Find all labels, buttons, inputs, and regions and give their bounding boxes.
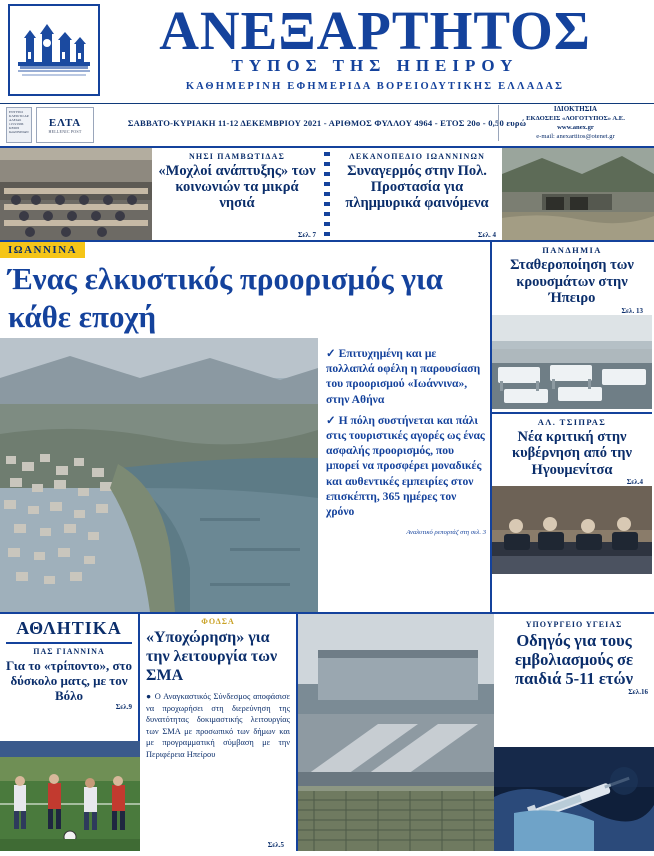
postal-permit-badge: ΕΝΤΥΠΟ ΚΛΕΙΣΤΟ ΑΡ. ΑΔΕΙΑΣ 1153/1996 ΚΕΜΠ ΙΩΑΝΝΙΝΩΝ xyxy=(6,107,32,143)
right-page-ref: Σελ.4 xyxy=(626,478,643,486)
masthead-subtitle: ΤΥΠΟΣ ΤΗΣ ΗΠΕΙΡΟΥ xyxy=(231,56,519,75)
teaser-kicker: ΛΕΚΑΝΟΠΕΔΙΟ ΙΩΑΝΝΙΝΩΝ xyxy=(348,152,486,161)
parliament-hall-photo xyxy=(0,148,152,240)
fodsa-kicker: ΦΟΔΣΑ xyxy=(201,617,235,626)
fodsa-story[interactable] xyxy=(140,614,298,851)
main-section xyxy=(0,242,654,614)
fodsa-headline: «Υποχώρηση» για την λειτουργία των ΣΜΑ xyxy=(146,629,278,684)
elta-label: ΕΛΤΑ xyxy=(48,116,82,129)
teaser-headline: «Μοχλοί ανάπτυξης» των κοινωνιών τα μικρά νησιά xyxy=(158,163,316,211)
issue-info-strip xyxy=(0,104,654,148)
masthead-tagline: ΚΑΘΗΜΕΡΙΝΗ ΕΦΗΜΕΡΙΔΑ ΒΟΡΕΙΟΔΥΤΙΚΗΣ ΕΛΛΑΔΑΣ xyxy=(185,81,565,92)
sports-page-ref: Σελ.9 xyxy=(115,703,132,711)
right-headline: Σταθεροποίηση των κρουσμάτων στην Ήπειρο xyxy=(510,257,634,306)
right-column xyxy=(492,242,652,612)
teaser-page-ref: Σελ. 7 xyxy=(297,231,316,239)
divider xyxy=(6,642,132,644)
fodsa-page-ref: Σελ.5 xyxy=(267,841,284,849)
publisher-website[interactable]: www.anex.gr xyxy=(557,124,594,131)
right-headline: Νέα κριτική στην κυβέρνηση από την Ηγουμενίτσα xyxy=(512,428,632,478)
status-badge: ΙΩΑΝΝΙΝΑ xyxy=(0,242,85,258)
right-story-tsipras[interactable] xyxy=(492,414,652,487)
publisher-email[interactable]: e-mail: anexartitos@otenet.gr xyxy=(536,133,615,140)
right-kicker: ΑΛ. ΤΣΙΠΡΑΣ xyxy=(537,416,607,427)
publisher-line-2: ΕΚΔΟΣΕΙΣ «ΛΟΓΟΤΥΠΟΣ» Α.Ε. xyxy=(526,115,625,122)
castle-emblem-icon xyxy=(8,4,100,96)
health-kicker: ΥΠΟΥΡΓΕΙΟ ΥΓΕΙΑΣ xyxy=(525,620,623,629)
sports-headline: Για το «τρίποντο», στο δύσκολο ματς, με τον Βόλο xyxy=(5,658,133,703)
health-page-ref: Σελ.16 xyxy=(628,688,648,696)
waste-transfer-station-photo xyxy=(298,614,494,851)
elta-sublabel: HELLENIC POST xyxy=(48,128,82,134)
sports-story[interactable] xyxy=(0,614,140,851)
hospital-ward-photo xyxy=(492,315,652,409)
masthead xyxy=(0,0,654,104)
bottom-section xyxy=(0,614,654,851)
dotted-divider xyxy=(324,152,330,236)
page-title: ΑΝΕΞΑΡΤΗΤΟΣ xyxy=(159,0,591,61)
teaser-flooding-text xyxy=(332,148,502,240)
right-story-pandemic[interactable] xyxy=(492,242,652,315)
lead-story[interactable] xyxy=(0,242,492,612)
lead-bullet-1: ✓ Επιτυχημένη και με πολλαπλά οφέλη η παρουσίαση του προορισμού «Ιωάννινα», στην Αθήνα xyxy=(326,347,481,406)
teaser-islands[interactable] xyxy=(0,148,322,240)
health-headline: Οδηγός για τους εμβολιασμούς σε παιδιά 5-11 ετών xyxy=(514,631,634,688)
top-teasers xyxy=(0,148,654,242)
teaser-headline: Συναγερμός στην Πολ. Προστασία για πλημμυρικά φαινόμενα xyxy=(345,163,489,211)
fodsa-body: ● Ο Αναγκαστικός Σύνδεσμος αποφάσισε να προχωρήσει στη διερεύνηση της δυνατότητας δοκιμαστικής λειτουργίας των ΣΜΑ με προσωπικό των δήμων και με προγραμματική σύμβαση με την Περιφέρεια Ηπείρου xyxy=(146,692,290,759)
lake-pamvotida-aerial-photo xyxy=(0,338,318,612)
football-match-photo xyxy=(0,741,140,851)
health-story[interactable] xyxy=(494,614,654,851)
lead-bullets xyxy=(326,346,486,540)
sports-kicker: ΠΑΣ ΓΙΑΝΝΙΝΑ xyxy=(33,647,105,656)
sports-section-title: ΑΘΛΗΤΙΚΑ xyxy=(16,618,122,638)
teaser-page-ref: Σελ. 4 xyxy=(477,231,496,239)
flooded-river-photo xyxy=(502,148,654,240)
lead-byline: Αναλυτικό ρεπορτάζ στη σελ. 3 xyxy=(406,529,486,537)
publisher-info xyxy=(498,105,648,141)
issue-date-line: ΣΑΒΒΑΤΟ-ΚΥΡΙΑΚΗ 11-12 ΔΕΚΕΜΒΡΙΟΥ 2021 - ΑΡΙΘΜΟΣ ΦΥΛΛΟΥ 4964 - ΕΤΟΣ 20ο - 0,50 ευρώ xyxy=(127,118,527,128)
right-kicker: ΠΑΝΔΗΜΙΑ xyxy=(542,245,602,255)
lead-bullet-2: ✓ Η πόλη συστήνεται και πάλι στις τουριστικές αγορές ως ένας ασφαλής προορισμός, που μπορεί να προσφέρει μοναδικές και αυθεντικές εμπειρίες στον επισκέπτη, 365 ημέρες τον χρόνο xyxy=(326,413,485,519)
press-conference-photo xyxy=(492,486,652,574)
teaser-flooding[interactable] xyxy=(332,148,654,240)
lead-headline: Ένας ελκυστικός προορισμός για κάθε εποχή xyxy=(8,261,443,334)
teaser-islands-text xyxy=(152,148,322,240)
masthead-title-block xyxy=(100,2,650,92)
vaccination-syringe-photo xyxy=(494,747,654,851)
teaser-kicker: ΝΗΣΙ ΠΑΜΒΩΤΙΔΑΣ xyxy=(188,152,286,161)
right-page-ref: Σελ. 13 xyxy=(621,306,643,315)
publisher-line-1: ΙΔΙΟΚΤΗΣΙΑ xyxy=(553,105,598,113)
